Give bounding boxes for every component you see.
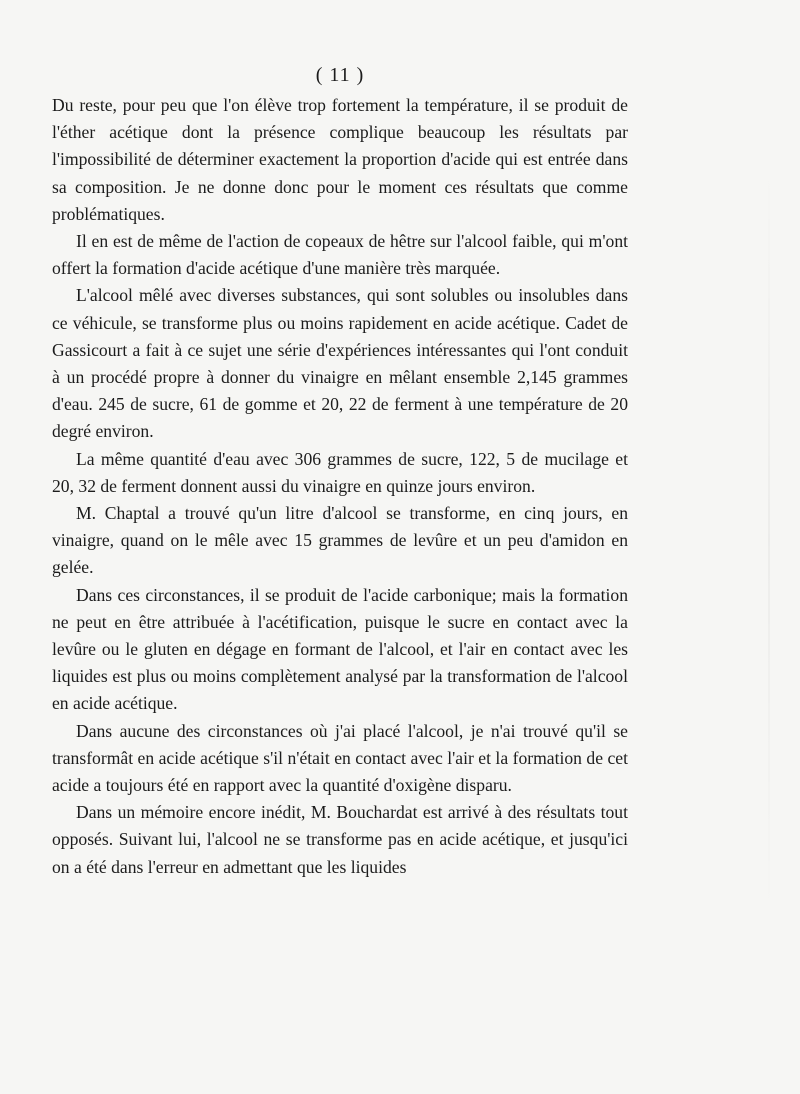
paragraph: Il en est de même de l'action de copeaux de hêtre sur l'alcool faible, qui m'ont offert la formation d'acide acétique d'une manière très marquée. <box>52 231 628 279</box>
paragraph: L'alcool mêlé avec diverses substances, qui sont solubles ou insolubles dans ce véhicule, se transforme plus ou moins rapidement en acide acétique. Cadet de Gassicourt a fait à ce sujet une série d'expériences intéressantes qui l'ont conduit à un procédé propre à donner du vinaigre en mêlant ensemble 2,145 grammes d'eau. 245 de sucre, 61 de gomme et 20, 22 de ferment à une température de 20 degré environ. <box>52 285 628 442</box>
body-text <box>52 92 628 881</box>
paragraph: Du reste, pour peu que l'on élève trop fortement la température, il se produit de l'éther acétique dont la présence complique beaucoup les résultats par l'impossibilité de déterminer exactement la proportion d'acide qui est entrée dans sa composition. Je ne donne donc pour le moment ces résultats que comme problématiques. <box>52 95 628 224</box>
paragraph: M. Chaptal a trouvé qu'un litre d'alcool se transforme, en cinq jours, en vinaigre, quand on le mêle avec 15 grammes de levûre et un peu d'amidon en gelée. <box>52 503 628 578</box>
page-number: ( 11 ) <box>315 64 365 86</box>
paragraph: Dans ces circonstances, il se produit de l'acide carbonique; mais la formation ne peut en être attribuée à l'acétification, puisque le sucre en contact avec la levûre ou le gluten en dégage en formant de l'alcool, et l'air en contact avec les liquides est plus ou moins complètement analysé par la transformation de l'alcool en acide acétique. <box>52 584 628 714</box>
paragraph: La même quantité d'eau avec 306 grammes de sucre, 122, 5 de mucilage et 20, 32 de ferment donnent aussi du vinaigre en quinze jours environ. <box>52 448 628 496</box>
paragraph: Dans un mémoire encore inédit, M. Bouchardat est arrivé à des résultats tout opposés. Suivant lui, l'alcool ne se transforme pas en acide acétique, et jusqu'ici on a été dans l'erreur en admettant que les liquides <box>52 802 628 877</box>
paragraph: Dans aucune des circonstances où j'ai placé l'alcool, je n'ai trouvé qu'il se transformât en acide acétique s'il n'était en contact avec l'air et la formation de cet acide a toujours été en rapport avec la quantité d'oxigène disparu. <box>52 720 628 796</box>
page-edge-shadow <box>768 160 770 920</box>
